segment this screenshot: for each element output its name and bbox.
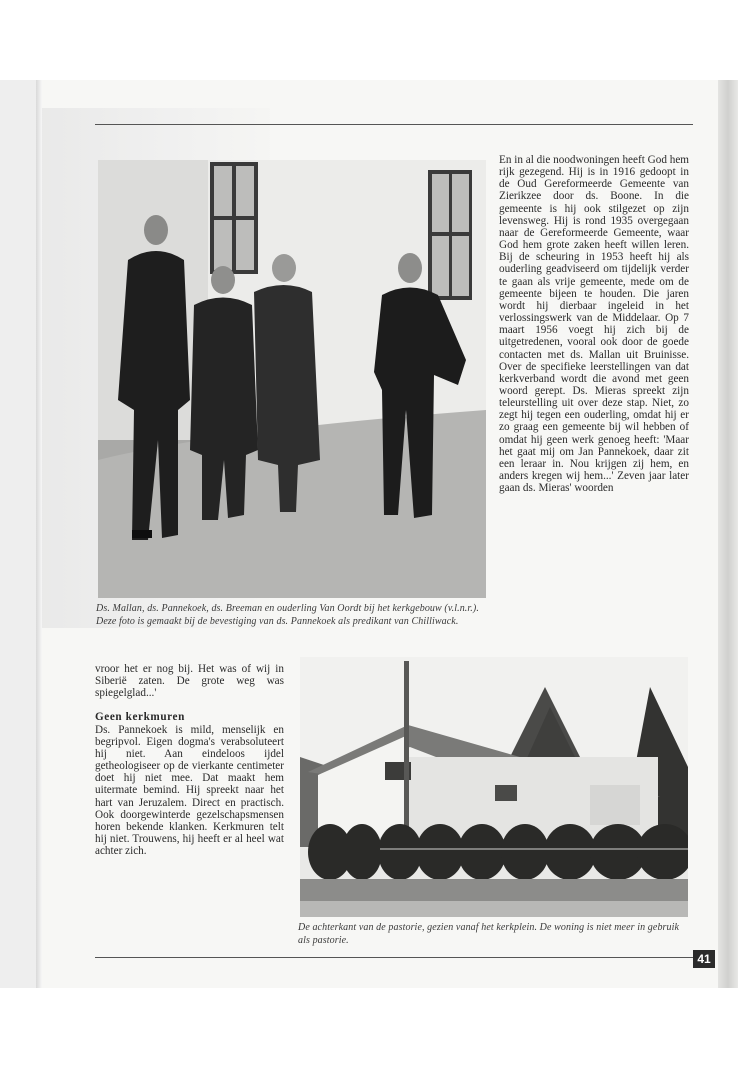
page-edge [718,80,738,988]
photo-caption-top: Ds. Mallan, ds. Pannekoek, ds. Breeman en ouderling Van Oordt bij het kerkgebouw (v.l.n.r.). Deze foto is gemaakt bij de bevestiging van ds. Pannekoek als predikant van Chilliwack. [96,603,479,627]
page-number: 41 [693,950,715,968]
photo-parsonage [300,657,688,917]
article-paragraph-body: Ds. Pannekoek is mild, menselijk en begripvol. Eigen dogma's verabsoluteert hij niet. Aan eindeloos ijdel getheologiseer op de vierkante centimeter doet hij niet mee. Dat maakt hem uitermate bemind. Hij spreekt naar het hart van Jeruzalem. Direct en practisch. Ook doorgewinterde gezelschapsmensen horen bekende klanken. Kerkmuren telt hij niet. Trouwens, hij heeft er al heel wat achter zich. [95,723,284,858]
article-column-left [95,663,284,857]
top-rule [95,124,693,125]
article-paragraph-intro: vroor het er nog bij. Het was of wij in Siberië zaten. De grote weg was spiegelglad...' [95,663,284,700]
photo-caption-bottom: De achterkant van de pastorie, gezien vanaf het kerkplein. De woning is niet meer in gebruik als pastorie. [298,922,680,946]
article-column-right [499,154,689,494]
photo-men-at-church [98,160,486,598]
article-paragraph: En in al die noodwoningen heeft God hem rijk gezegend. Hij is in 1916 gedoopt in de Oud Gereformeerde Gemeente van Zierikzee door ds. Boone. In die gemeente is hij ook stilgezet op zijn levensweg. Hij is rond 1935 overgegaan naar de Gereformeerde Gemeente, waar God hem grote zaken heeft willen leren. Bij de scheuring in 1953 heeft hij als ouderling geadviseerd om tijdelijk verder te gaan als vrije gemeente, mede om de gemeente bijeen te houden. Die jaren wordt hij dierbaar ingeleid in het verlossingswerk van de Middelaar. Op 7 maart 1956 voegt hij zich bij de uitgetredenen, vooral ook door de goede contacten met ds. Mallan uit Bruinisse. Over de specifieke leerstellingen van dat kerkverband wordt die avond met geen woord gerept. Ds. Mieras spreekt zijn teleurstelling uit over deze stap. Niet, zo zegt hij tegen een ouderling, omdat hij er zo graag een gemeente bij wil hebben of omdat hij geen werk genoeg heeft: 'Maar het gaat mij om Jan Pannekoek, daar zit een leraar in. Nou krijgen zij hem, en anders kregen wij hem...' Zeven jaar later gaan ds. Mieras' woorden [499,154,689,495]
section-heading: Geen kerkmuren [95,711,185,724]
binding-strip [0,80,36,988]
bottom-rule [95,957,693,958]
